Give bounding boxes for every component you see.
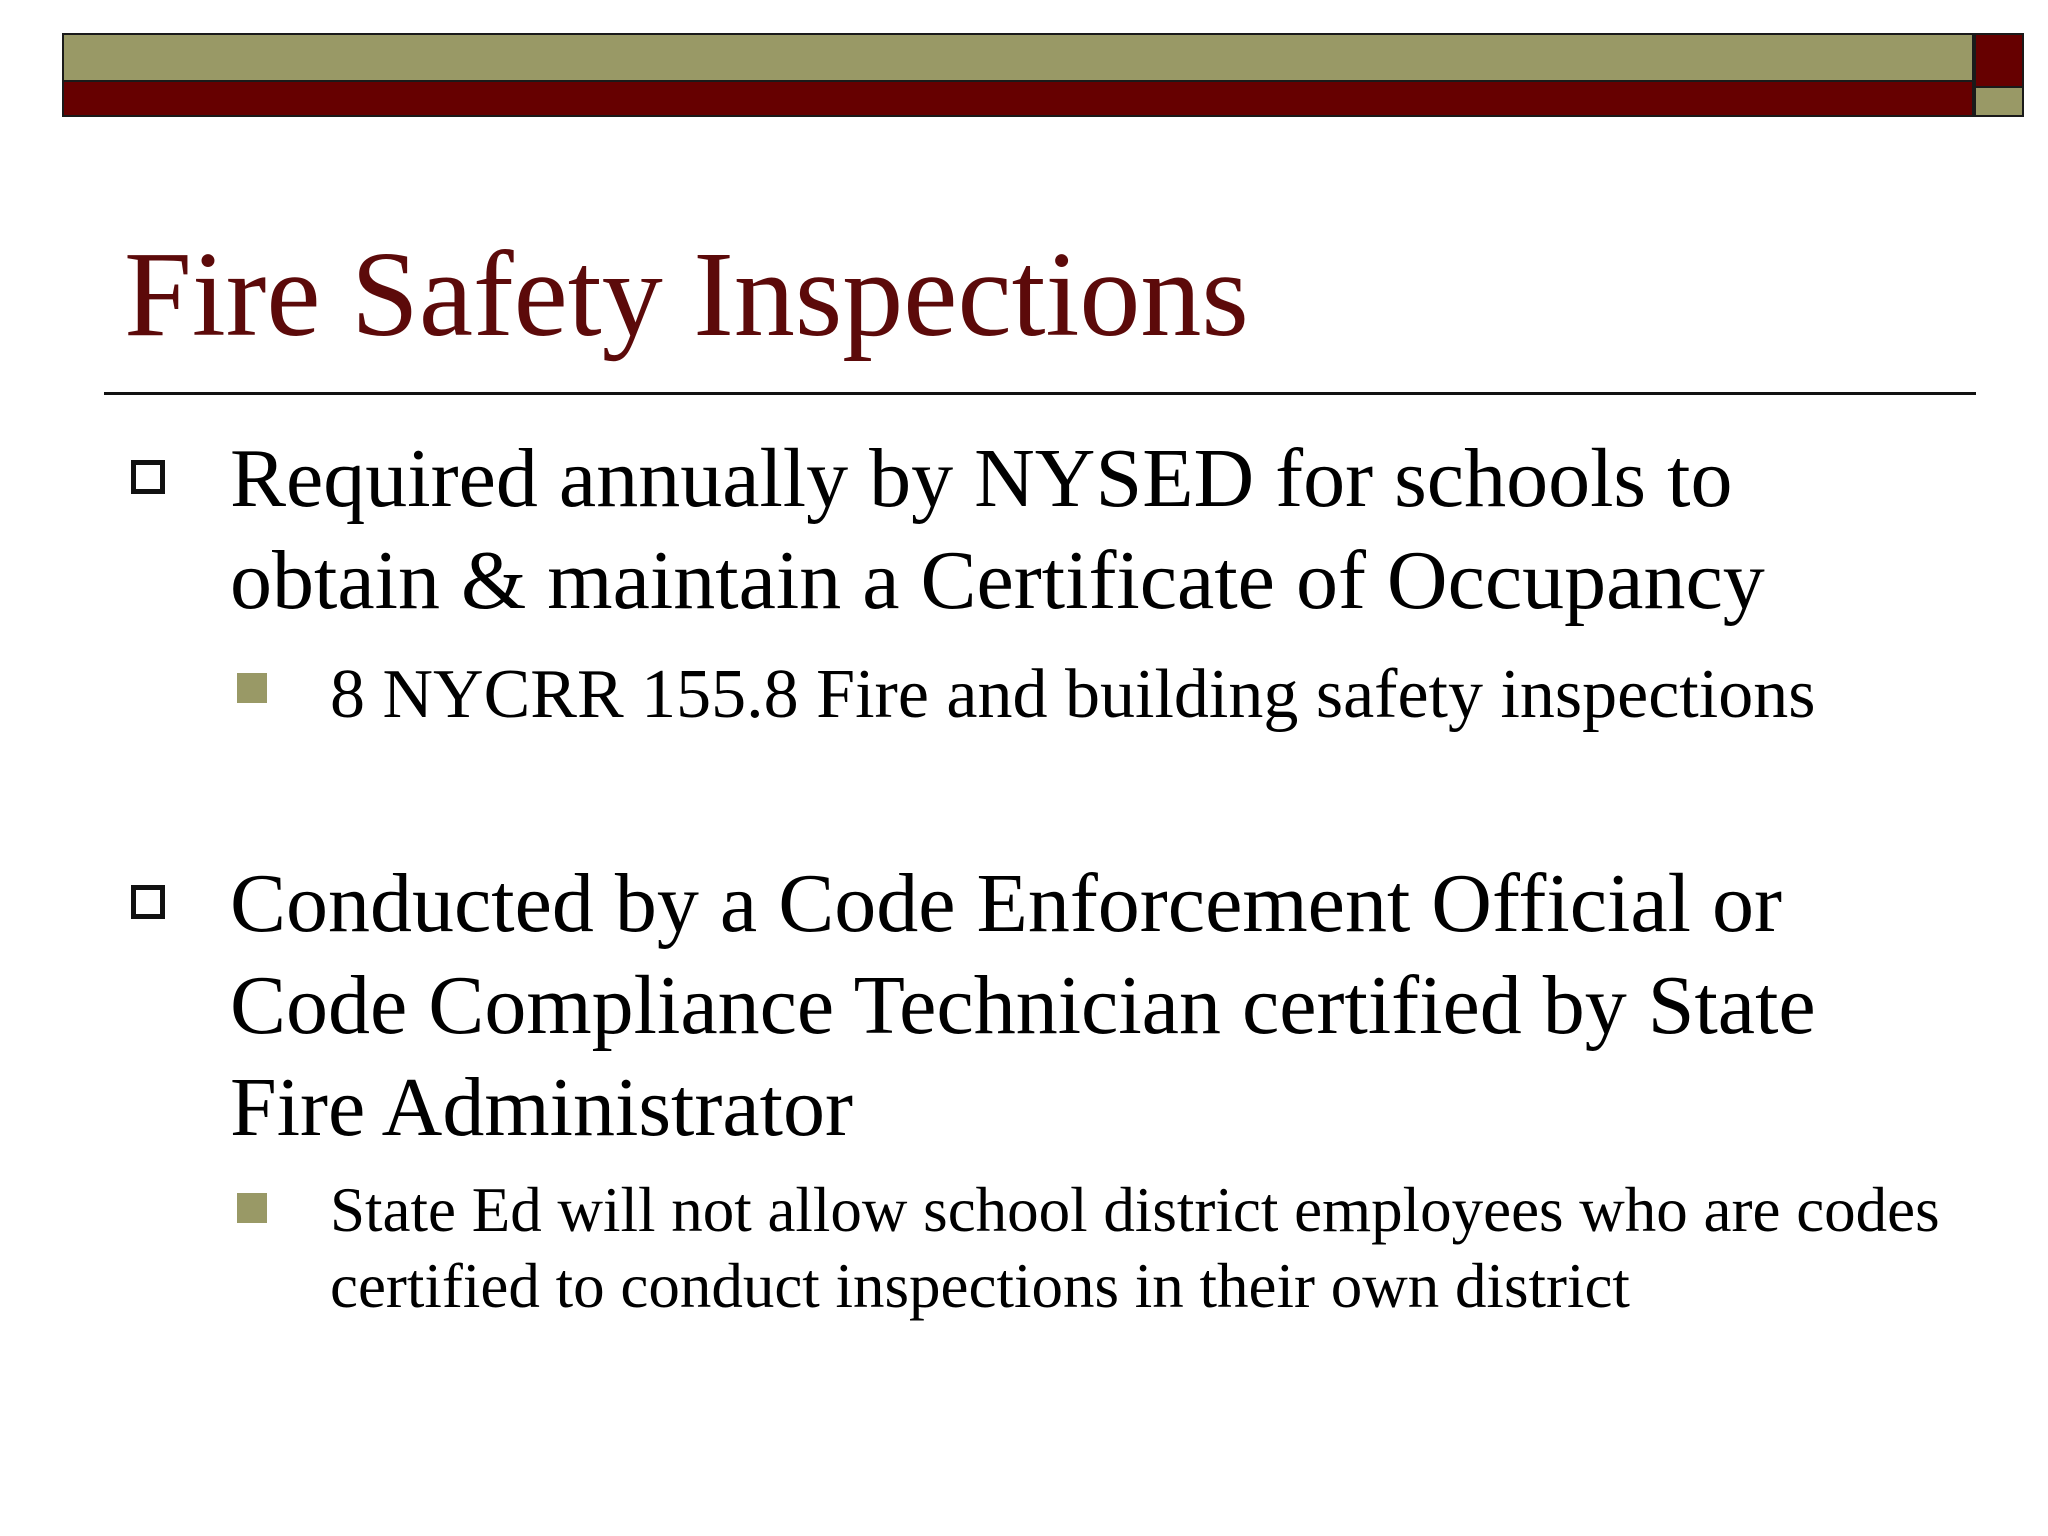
bullet-item-1: Required annually by NYSED for schools to obtain & maintain a Certificate of Occupancy <box>230 432 1765 627</box>
bullet-item-2: Conducted by a Code Enforcement Official or Code Compliance Technician certified by State Fire Administrator <box>230 857 1816 1154</box>
filled-square-icon <box>237 1193 267 1223</box>
sub-bullet-item-1: 8 NYCRR 155.8 Fire and building safety inspections <box>330 656 1816 733</box>
hollow-square-icon <box>131 460 165 494</box>
sub-bullet-item-2: State Ed will not allow school district employees who are codes certified to conduct inspections in their own district <box>330 1175 1940 1321</box>
filled-square-icon <box>237 673 267 703</box>
slide-title: Fire Safety Inspections <box>124 227 1249 362</box>
hollow-square-icon <box>131 885 165 919</box>
